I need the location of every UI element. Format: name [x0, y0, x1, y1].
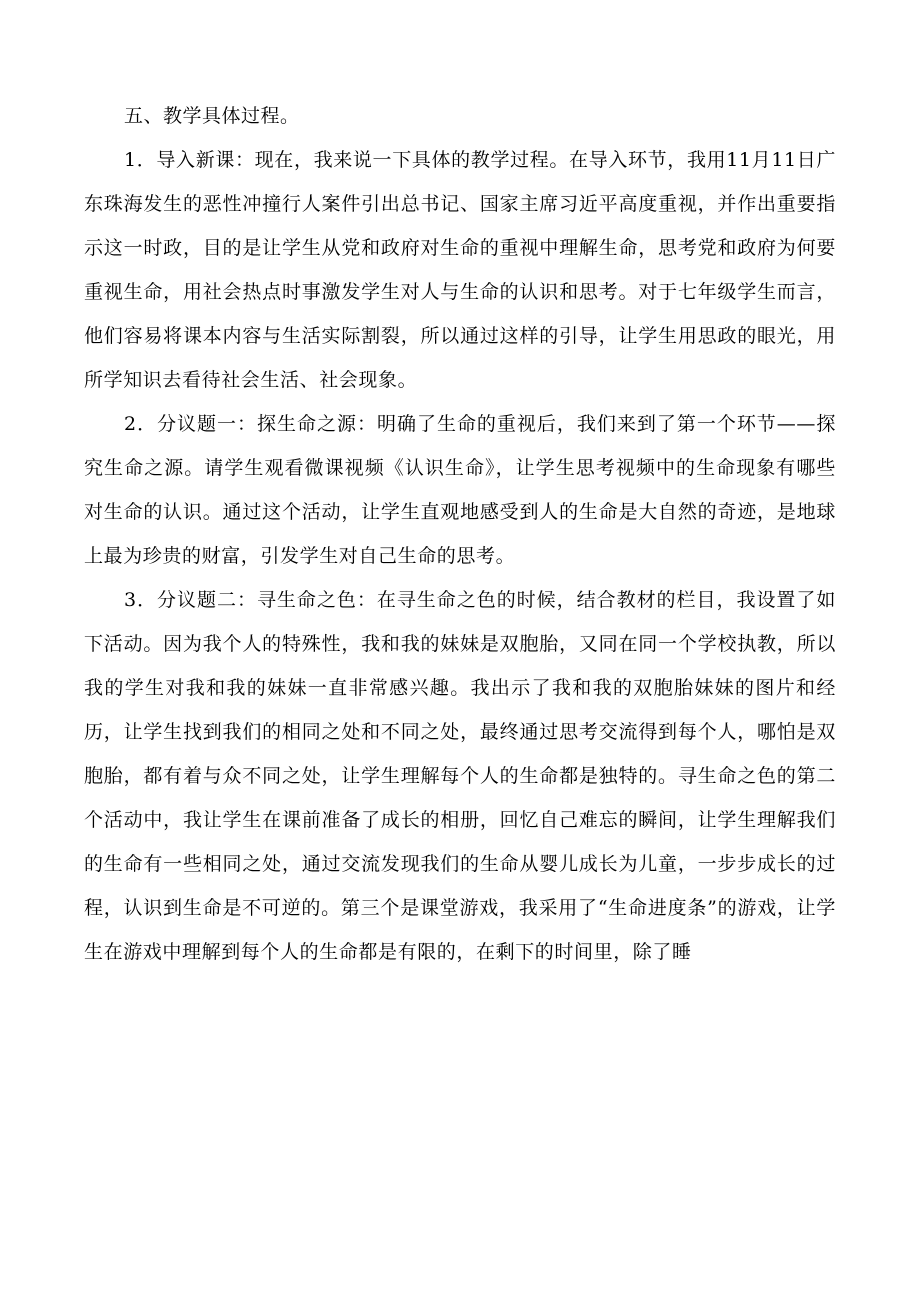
paragraph-topic-two: 3．分议题二：寻生命之色：在寻生命之色的时候，结合教材的栏目，我设置了如下活动。因为我个人的特殊性，我和我的妹妹是双胞胎，又同在同一个学校执教，所以我的学生对我和我的妹妹一直非常感兴趣。我出示了我和我的双胞胎妹妹的图片和经历，让学生找到我们的相同之处和不同之处，最终通过思考交流得到每个人，哪怕是双胞胎，都有着与众不同之处，让学生理解每个人的生命都是独特的。寻生命之色的第二个活动中，我让学生在课前准备了成长的相册，回忆自己难忘的瞬间，让学生理解我们的生命有一些相同之处，通过交流发现我们的生命从婴儿成长为儿童，一步步成长的过程，认识到生命是不可逆的。第三个是课堂游戏，我采用了“生命进度条”的游戏，让学生在游戏中理解到每个人的生命都是有限的，在剩下的时间里，除了睡 — [84, 589, 836, 963]
paragraph-lead-in: 1．导入新课：现在，我来说一下具体的教学过程。在导入环节，我用11月11日广东珠海发生的恶性冲撞行人案件引出总书记、国家主席习近平高度重视，并作出重要指示这一时政，目的是让学生从党和政府对生命的重视中理解生命，思考党和政府为何要重视生命，用社会热点时事激发学生对人与生命的认识和思考。对于七年级学生而言，他们容易将课本内容与生活实际割裂，所以通过这样的引导，让学生用思政的眼光，用所学知识去看待社会生活、社会现象。 — [84, 149, 836, 391]
document-body — [84, 94, 836, 974]
section-heading: 五、教学具体过程。 — [124, 105, 300, 127]
paragraph-topic-one: 2．分议题一：探生命之源：明确了生命的重视后，我们来到了第一个环节——探究生命之源。请学生观看微课视频《认识生命》，让学生思考视频中的生命现象有哪些对生命的认识。通过这个活动，让学生直观地感受到人的生命是大自然的奇迹，是地球上最为珍贵的财富，引发学生对自己生命的思考。 — [84, 413, 836, 567]
